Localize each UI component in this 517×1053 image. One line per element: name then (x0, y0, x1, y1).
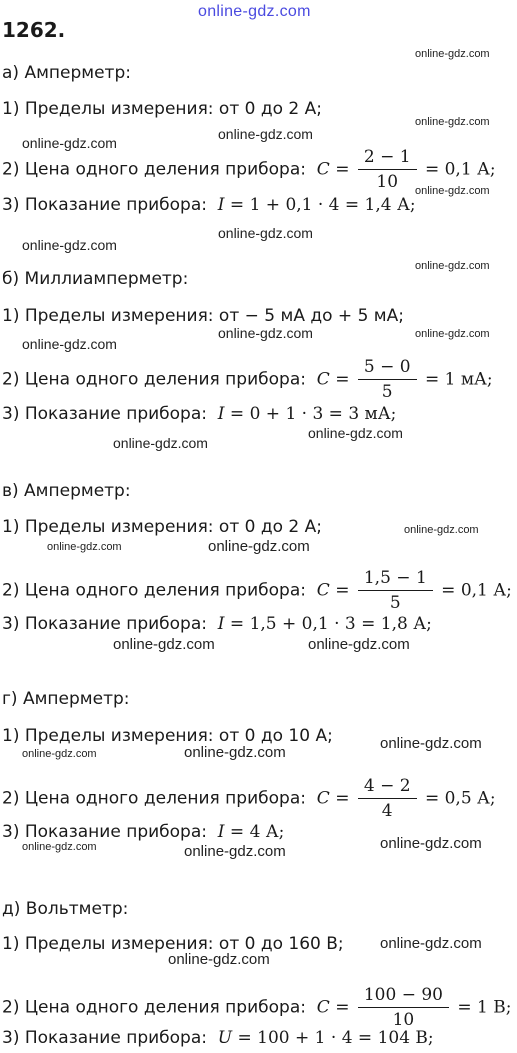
fraction: $\frac{4 - 2}{4}$ (358, 774, 417, 823)
watermark: online-gdz.com (415, 185, 490, 197)
section-d-reading: 3) Показание прибора: U = 100 + 1 · 4 = 104 В; (2, 1028, 434, 1048)
section-v-limits: 1) Пределы измерения: от 0 до 2 А; (2, 517, 322, 537)
section-b-price: 2) Цена одного деления прибора: C = $\frac{5 - 0}{5}$ = 1 мА; (2, 357, 493, 402)
watermark: online-gdz.com (415, 328, 490, 340)
fraction: $\frac{100 - 90}{10}$ (358, 983, 449, 1032)
section-a-reading: 3) Показание прибора: I = 1 + 0,1 · 4 = 1,4 А; (2, 195, 416, 215)
watermark: online-gdz.com (380, 835, 482, 852)
watermark: online-gdz.com (218, 225, 313, 241)
watermark: online-gdz.com (380, 735, 482, 752)
section-v-heading: в) Амперметр: (2, 481, 131, 501)
watermark: online-gdz.com (308, 636, 410, 653)
watermark: online-gdz.com (415, 116, 490, 128)
watermark: online-gdz.com (22, 336, 117, 352)
section-g-reading: 3) Показание прибора: I = 4 А; (2, 822, 285, 842)
problem-number: 1262. (2, 18, 66, 42)
watermark-top: online-gdz.com (198, 3, 311, 20)
section-b-limits: 1) Пределы измерения: от − 5 мА до + 5 мА; (2, 306, 404, 326)
watermark: online-gdz.com (415, 260, 490, 272)
section-v-price: 2) Цена одного деления прибора: C = $\frac{1,5 - 1}{5}$ = 0,1 А; (2, 568, 512, 613)
watermark: online-gdz.com (218, 325, 313, 341)
fraction: $\frac{5 - 0}{5}$ (358, 355, 417, 404)
fraction: $\frac{1,5 - 1}{5}$ (358, 566, 433, 615)
section-g-limits: 1) Пределы измерения: от 0 до 10 А; (2, 726, 333, 746)
watermark: online-gdz.com (168, 951, 270, 968)
section-a-price: 2) Цена одного деления прибора: C = $\frac{2 - 1}{10}$ = 0,1 А; (2, 147, 496, 192)
watermark: online-gdz.com (113, 435, 208, 451)
watermark: online-gdz.com (22, 841, 97, 853)
section-d-heading: д) Вольтметр: (2, 899, 129, 919)
watermark: online-gdz.com (22, 237, 117, 253)
watermark: online-gdz.com (47, 541, 122, 553)
section-g-heading: г) Амперметр: (2, 689, 130, 709)
watermark: online-gdz.com (415, 48, 490, 60)
watermark: online-gdz.com (404, 524, 479, 536)
watermark: online-gdz.com (22, 135, 117, 151)
section-g-price: 2) Цена одного деления прибора: C = $\frac{4 - 2}{4}$ = 0,5 А; (2, 776, 496, 821)
section-b-reading: 3) Показание прибора: I = 0 + 1 · 3 = 3 мА; (2, 404, 397, 424)
watermark: online-gdz.com (113, 636, 215, 653)
section-d-limits: 1) Пределы измерения: от 0 до 160 В; (2, 934, 344, 954)
watermark: online-gdz.com (22, 748, 97, 760)
watermark: online-gdz.com (208, 538, 310, 555)
watermark: online-gdz.com (218, 126, 313, 142)
watermark: online-gdz.com (308, 425, 403, 441)
section-a-heading: а) Амперметр: (2, 63, 131, 83)
section-a-limits: 1) Пределы измерения: от 0 до 2 А; (2, 99, 322, 119)
section-d-price: 2) Цена одного деления прибора: C = $\frac{100 - 90}{10}$ = 1 В; (2, 985, 512, 1030)
fraction: $\frac{2 - 1}{10}$ (358, 145, 417, 194)
watermark: online-gdz.com (184, 843, 286, 860)
watermark: online-gdz.com (380, 935, 482, 952)
watermark: online-gdz.com (184, 744, 286, 761)
section-b-heading: б) Миллиамперметр: (2, 269, 189, 289)
section-v-reading: 3) Показание прибора: I = 1,5 + 0,1 · 3 = 1,8 А; (2, 614, 432, 634)
